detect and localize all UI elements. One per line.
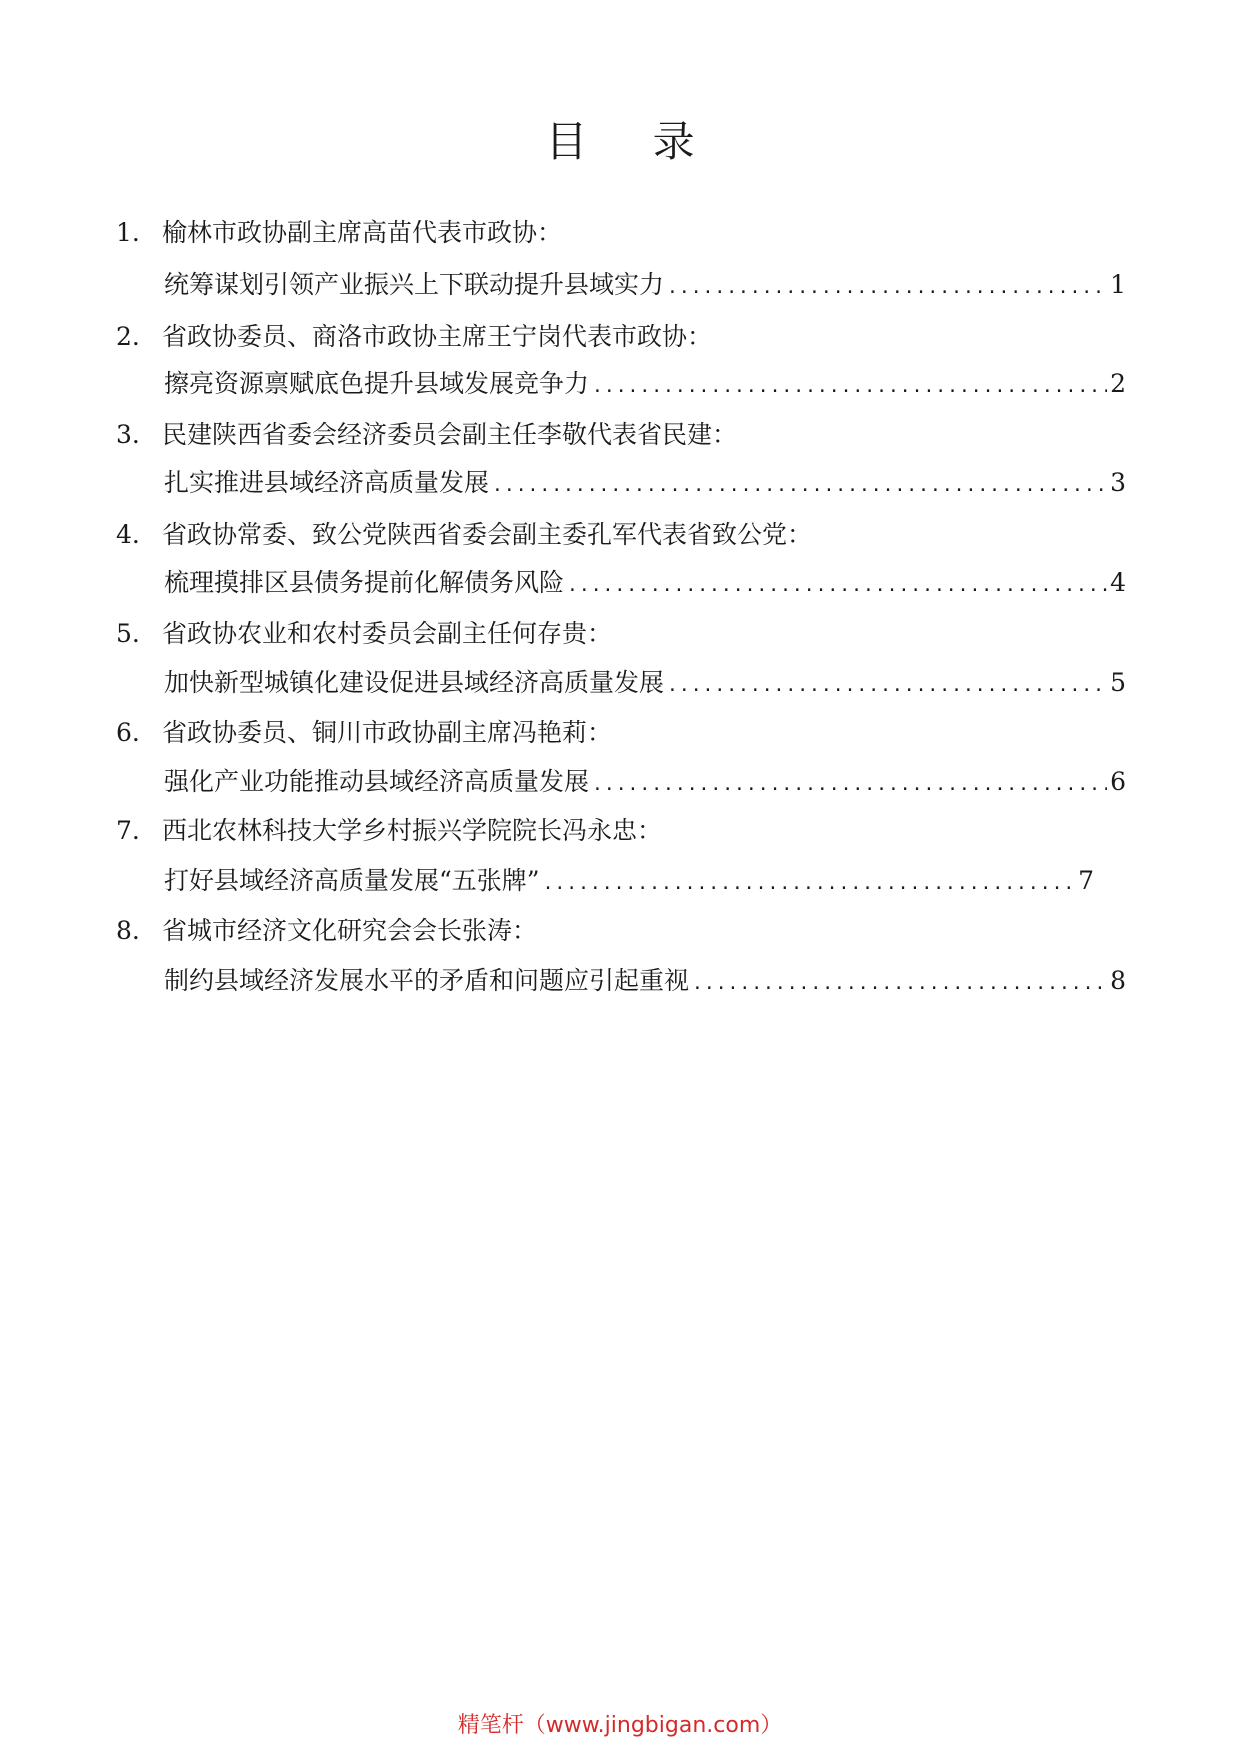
toc-entry-heading-text: 省政协常委、致公党陕西省委会副主委孔军代表省致公党：: [162, 520, 813, 549]
toc-entry-line[interactable]: [164, 466, 1126, 503]
toc-entry-heading-text: 省政协委员、铜川市政协副主席冯艳莉：: [162, 718, 613, 747]
toc-entry-title: 擦亮资源禀赋底色提升县域发展竞争力: [164, 369, 590, 398]
toc-entry-line[interactable]: [164, 864, 1094, 901]
toc-entry-line[interactable]: [164, 765, 1126, 802]
toc-entry-heading-text: 省政协委员、商洛市政协主席王宁岗代表市政协：: [162, 322, 713, 351]
dot-leader: [667, 669, 1107, 703]
toc-page-number: 4: [1110, 568, 1126, 597]
toc-entry-heading-text: 省政协农业和农村委员会副主任何存贵：: [162, 619, 613, 648]
toc-entry-number: 1.: [116, 218, 140, 247]
toc-entry-heading: [116, 914, 1126, 948]
toc-entry-line[interactable]: [164, 566, 1126, 603]
toc-entry-title: 梳理摸排区县债务提前化解债务风险: [164, 568, 565, 597]
toc-entry-number: 5.: [116, 619, 140, 648]
toc-entry-line[interactable]: [164, 367, 1126, 404]
toc-entry-title: 扎实推进县域经济高质量发展: [164, 468, 490, 497]
toc-entry-line[interactable]: [164, 666, 1126, 703]
toc-entry-heading-text: 西北农林科技大学乡村振兴学院院长冯永忠：: [162, 816, 663, 845]
watermark-footer: 精笔杆（www.jingbigan.com）: [457, 1713, 783, 1738]
toc-entry-line[interactable]: [164, 268, 1126, 305]
toc-entry-title: 强化产业功能推动县域经济高质量发展: [164, 767, 590, 796]
toc-entry-title: 加快新型城镇化建设促进县域经济高质量发展: [164, 668, 665, 697]
toc-entry-title: 统筹谋划引领产业振兴上下联动提升县域实力: [164, 270, 665, 299]
dot-leader: [567, 569, 1107, 603]
toc-page-number: 6: [1110, 767, 1126, 796]
dot-leader: [592, 768, 1107, 802]
toc-entry-number: 6.: [116, 718, 140, 747]
toc-entry-heading: [116, 320, 1126, 354]
toc-page-number: 5: [1110, 668, 1126, 697]
page-title: 目 录: [545, 117, 721, 166]
toc-entry-heading: [116, 418, 1126, 452]
toc-entry-number: 7.: [116, 816, 140, 845]
toc-page-number: 8: [1110, 966, 1126, 995]
dot-leader: [543, 867, 1076, 901]
toc-page-number: 7: [1078, 866, 1094, 895]
toc-entry-heading: [116, 216, 1126, 250]
dot-leader: [492, 469, 1107, 503]
toc-entry-title: 打好县域经济高质量发展“五张牌”: [164, 866, 540, 895]
toc-entry-title: 制约县域经济发展水平的矛盾和问题应引起重视: [164, 966, 690, 995]
toc-entry-number: 2.: [116, 322, 140, 351]
toc-entry-heading-text: 民建陕西省委会经济委员会副主任李敬代表省民建：: [162, 420, 738, 449]
toc-entry-heading: [116, 617, 1126, 651]
toc-entry-heading-text: 省城市经济文化研究会会长张涛：: [162, 916, 538, 945]
toc-entry-number: 4.: [116, 520, 140, 549]
toc-page-number: 3: [1110, 468, 1126, 497]
toc-entry-heading: [116, 518, 1126, 552]
dot-leader: [692, 967, 1107, 1001]
dot-leader: [592, 370, 1107, 404]
toc-page-number: 2: [1110, 369, 1126, 398]
toc-page-number: 1: [1110, 270, 1126, 299]
toc-entry-number: 3.: [116, 420, 140, 449]
toc-entry-heading: [116, 814, 1126, 848]
dot-leader: [667, 271, 1107, 305]
toc-entry-heading-text: 榆林市政协副主席高苗代表市政协：: [162, 218, 563, 247]
toc-entry-line[interactable]: [164, 964, 1126, 1001]
toc-entry-heading: [116, 716, 1126, 750]
toc-entry-number: 8.: [116, 916, 140, 945]
